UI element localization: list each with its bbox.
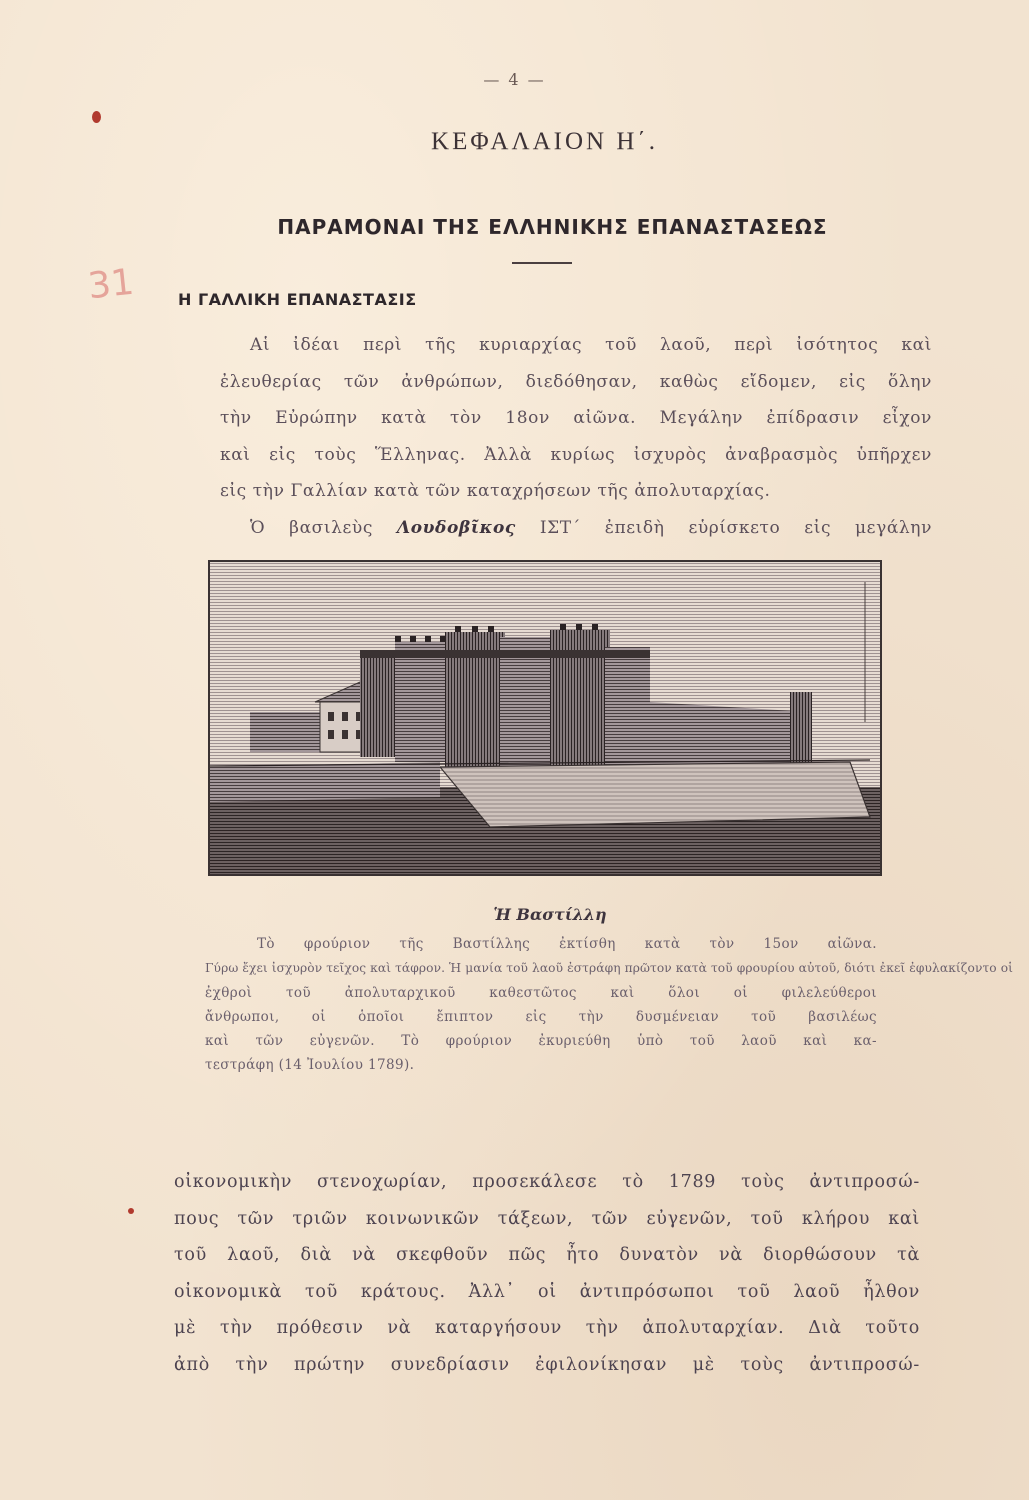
caption-line: Γύρω ἔχει ἰσχυρὸν τεῖχος καὶ τάφρον. Ἡ μανία τοῦ λαοῦ ἐστράφη πρῶτον κατὰ τοῦ φρουρίου αὐτοῦ, διότι ἐκεῖ ἐφυλακίζοντο οἱ <box>205 961 1014 976</box>
text-fragment: ΙΣΤ΄ ἐπειδὴ εὑρίσκετο εἰς μεγάλην <box>539 517 933 538</box>
text-line: ἀπὸ τὴν πρώτην συνεδρίασιν ἐφιλονίκησαν μὲ τοὺς ἀντιπροσώ- <box>174 1354 920 1375</box>
text-line <box>220 510 932 547</box>
text-line: οἰκονομικὰ τοῦ κράτους. Ἀλλ᾽ οἱ ἀντιπρόσωποι τοῦ λαοῦ ἦλθον <box>174 1281 920 1302</box>
margin-handwritten-number: 31 <box>85 261 136 308</box>
text-fragment: Ὁ βασιλεὺς <box>250 517 373 538</box>
margin-ink-dot <box>92 111 101 123</box>
figure-caption-title: Ἡ Βαστίλλη <box>493 905 607 924</box>
subsection-title: Η ΓΑΛΛΙΚΗ ΕΠΑΝΑΣΤΑΣΙΣ <box>178 290 417 309</box>
caption-line: ἄνθρωποι, οἱ ὁποῖοι ἔπιπτον εἰς τὴν δυσμένειαν τοῦ βασιλέως <box>205 1008 877 1025</box>
text-line: τοῦ λαοῦ, διὰ νὰ σκεφθοῦν πῶς ἦτο δυνατὸν νὰ διορθώσουν τὰ <box>174 1245 920 1265</box>
caption-line: Τὸ φρούριον τῆς Βαστίλλης ἐκτίσθη κατὰ τὸν 15ον αἰῶνα. <box>257 936 877 952</box>
margin-ink-dot <box>128 1208 134 1214</box>
king-name: Λουδοβῖκος <box>396 517 516 538</box>
text-line: εἰς τὴν Γαλλίαν κατὰ τῶν καταχρήσεων τῆς ἀπολυταρχίας. <box>220 481 771 501</box>
title-rule <box>512 262 572 264</box>
continuation-paragraph <box>174 1164 920 1383</box>
text-line: τὴν Εὐρώπην κατὰ τὸν 18ον αἰῶνα. Μεγάλην ἐπίδρασιν εἶχον <box>220 408 932 428</box>
caption-line: καὶ τῶν εὐγενῶν. Τὸ φρούριον ἐκυριεύθη ὑπὸ τοῦ λαοῦ καὶ κα- <box>205 1033 877 1050</box>
text-line: μὲ τὴν πρόθεσιν νὰ καταργήσουν τὴν ἀπολυταρχίαν. Διὰ τοῦτο <box>174 1318 920 1338</box>
bastille-engraving <box>208 560 882 876</box>
section-title: ΠΑΡΑΜΟΝΑΙ ΤΗΣ ΕΛΛΗΝΙΚΗΣ ΕΠΑΝΑΣΤΑΣΕΩΣ <box>277 215 828 239</box>
page-number: — 4 — <box>483 70 546 89</box>
chapter-heading: ΚΕΦΑΛΑΙΟΝ Η΄. <box>431 128 658 155</box>
text-line: οἰκονομικὴν στενοχωρίαν, προσεκάλεσε τὸ 1789 τοὺς ἀντιπροσώ- <box>174 1172 920 1192</box>
caption-line: τεστράφη (14 Ἰουλίου 1789). <box>205 1057 415 1074</box>
text-line: πους τῶν τριῶν κοινωνικῶν τάξεων, τῶν εὐγενῶν, τοῦ κλήρου καὶ <box>174 1208 920 1229</box>
text-line: ἐλευθερίας τῶν ἀνθρώπων, διεδόθησαν, καθὼς εἴδομεν, εἰς ὅλην <box>220 371 932 392</box>
text-line: Αἱ ἰδέαι περὶ τῆς κυριαρχίας τοῦ λαοῦ, περὶ ἰσότητος καὶ <box>250 335 932 355</box>
text-line: καὶ εἰς τοὺς Ἕλληνας. Ἀλλὰ κυρίως ἰσχυρὸς ἀναβρασμὸς ὑπῆρχεν <box>220 444 932 465</box>
figure-caption <box>205 932 1014 1078</box>
caption-line: ἐχθροὶ τοῦ ἀπολυταρχικοῦ καθεστῶτος καὶ ὅλοι οἱ φιλελεύθεροι <box>205 984 877 1001</box>
intro-paragraph <box>220 327 932 546</box>
